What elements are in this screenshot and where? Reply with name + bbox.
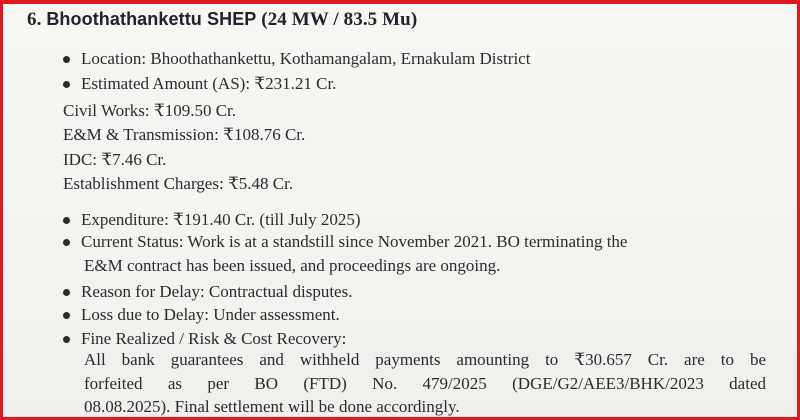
bullet-reason-for-delay [63, 282, 352, 302]
heading-number: 6. [27, 9, 42, 30]
bullet-dot-icon [63, 217, 70, 224]
fine-paragraph-line1: All bank guarantees and withheld payments amounting to ₹30.657 Cr. are to be [84, 350, 766, 369]
bullet-location [63, 49, 530, 69]
bullet-dot-icon [63, 312, 70, 319]
bullet-expenditure [63, 210, 361, 230]
bullet-current-status [63, 232, 627, 252]
bullet-dot-icon [63, 239, 70, 246]
bullet-fine-realized [63, 329, 346, 349]
section-heading [27, 9, 417, 31]
idc-text: IDC: ₹7.46 Cr. [63, 150, 167, 169]
estimated-amount-text: Estimated Amount (AS): ₹231.21 Cr. [81, 74, 337, 93]
reason-for-delay-text: Reason for Delay: Contractual disputes. [81, 282, 353, 301]
bullet-dot-icon [63, 81, 70, 88]
location-text: Location: Bhoothathankettu, Kothamangalam, Ernakulam District [81, 49, 531, 68]
expenditure-text: Expenditure: ₹191.40 Cr. (till July 2025) [81, 210, 361, 229]
heading-project-name: Bhoothathankettu SHEP [46, 9, 257, 29]
bullet-dot-icon [63, 56, 70, 63]
civil-works-text: Civil Works: ₹109.50 Cr. [63, 101, 237, 120]
bullet-estimated-amount [63, 74, 336, 94]
fine-paragraph-line2: forfeited as per BO (FTD) No. 479/2025 (DGE/G2/AEE3/BHK/2023 dated [84, 374, 766, 393]
fine-realized-heading: Fine Realized / Risk & Cost Recovery: [81, 329, 347, 348]
bullet-dot-icon [63, 289, 70, 296]
bullet-loss-due-to-delay [63, 305, 340, 325]
establishment-charges-text: Establishment Charges: ₹5.48 Cr. [63, 174, 294, 193]
current-status-text-line2: E&M contract has been issued, and proceedings are ongoing. [84, 256, 501, 275]
bullet-dot-icon [63, 336, 70, 343]
em-transmission-text: E&M & Transmission: ₹108.76 Cr. [63, 125, 306, 144]
current-status-text-line1: Current Status: Work is at a standstill since November 2021. BO terminating the [81, 232, 628, 251]
fine-paragraph-line3: 08.08.2025). Final settlement will be done accordingly. [84, 397, 460, 416]
loss-due-to-delay-text: Loss due to Delay: Under assessment. [81, 305, 340, 324]
heading-capacity: (24 MW / 83.5 Mu) [261, 9, 418, 30]
